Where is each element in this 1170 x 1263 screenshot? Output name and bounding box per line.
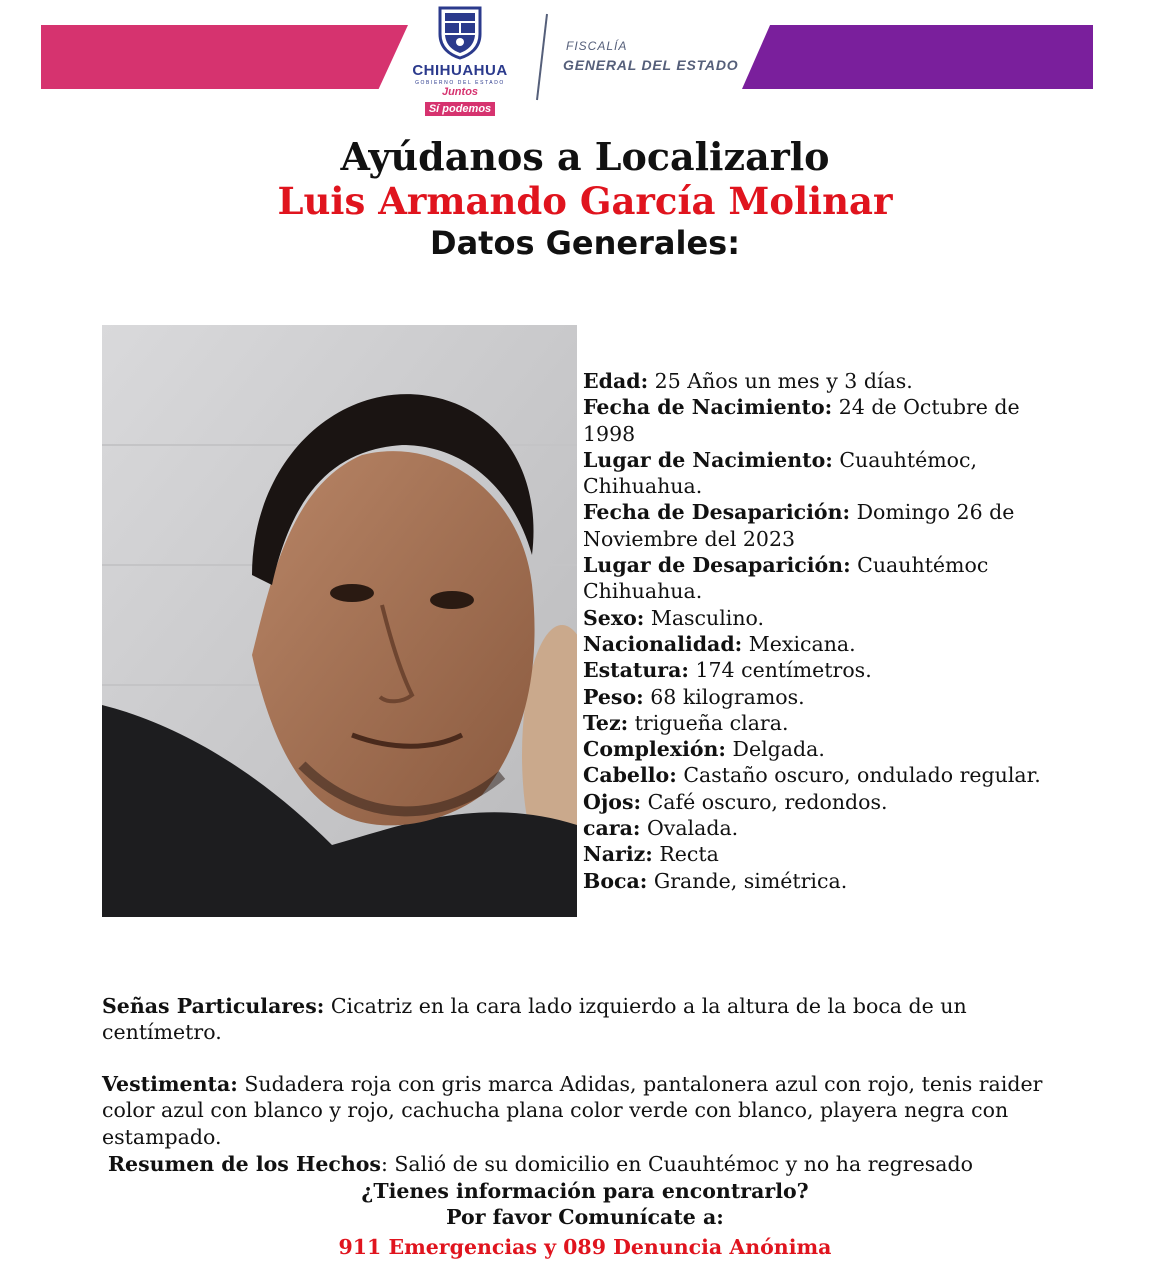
vestimenta-value: Sudadera roja con gris marca Adidas, pantalonera azul con rojo, tenis raider color azul con blanco y rojo, cachucha plana color verde con blanco, playera negra con estampado.	[102, 1072, 1043, 1149]
dato-value: Masculino.	[644, 605, 765, 630]
state-shield-icon	[436, 4, 484, 60]
dato-fecha-nacimiento	[583, 394, 1053, 447]
dato-label: Cabello:	[583, 763, 677, 788]
header-banner-pink	[41, 25, 408, 89]
dato-label: Peso:	[583, 684, 644, 709]
dato-lugar-nacimiento	[583, 447, 1053, 500]
senas-value: Cicatriz en la cara lado izquierdo a la altura de la boca de un centímetro.	[102, 994, 967, 1045]
dato-value: Café oscuro, redondos.	[641, 789, 888, 814]
footer-call: Por favor Comunícate a:	[446, 1205, 724, 1229]
dato-complexion	[583, 736, 1053, 762]
dato-nacionalidad	[583, 631, 1053, 657]
dato-label: Boca:	[583, 868, 648, 893]
dato-sexo	[583, 605, 1053, 631]
dato-value: 25 Años un mes y 3 días.	[648, 369, 913, 393]
logo-slogan	[410, 86, 510, 115]
logo-subtitle: GOBIERNO DEL ESTADO	[415, 80, 505, 86]
dato-label: Estatura:	[583, 658, 689, 683]
dato-cabello	[583, 762, 1053, 788]
dato-fecha-desaparicion	[583, 499, 1053, 552]
dato-value: Recta	[652, 842, 719, 867]
headline: Ayúdanos a Localizarlo	[340, 134, 830, 179]
header-divider	[535, 12, 549, 102]
dato-tez	[583, 710, 1053, 736]
agency-line2: GENERAL DEL ESTADO	[563, 57, 739, 73]
dato-lugar-desaparicion	[583, 552, 1053, 605]
dato-value: 24 de Octubre de 1998	[583, 395, 1020, 446]
chihuahua-logo	[400, 4, 520, 115]
resumen-value: : Salió de su domicilio en Cuauhtémoc y no ha regresado	[380, 1152, 973, 1176]
dato-boca	[583, 868, 1053, 894]
dato-value: 68 kilogramos.	[643, 684, 805, 709]
dato-label: Ojos:	[583, 789, 642, 814]
dato-nariz	[583, 841, 1053, 867]
footer-phones: 911 Emergencias y 089 Denuncia Anónima	[338, 1235, 832, 1259]
footer-question: ¿Tienes información para encontrarlo?	[361, 1179, 809, 1203]
senas-label: Señas Particulares:	[102, 994, 325, 1018]
header-banner-purple	[742, 25, 1093, 89]
person-photo	[102, 325, 577, 917]
dato-value: Domingo 26 de Noviembre del 2023	[583, 500, 1015, 551]
dato-label: cara:	[583, 816, 641, 841]
agency-line1: FISCALÍA	[566, 39, 628, 53]
slogan-part2: Sí podemos	[425, 102, 495, 116]
person-name: Luis Armando García Molinar	[277, 179, 893, 223]
slogan-part1: Juntos	[441, 86, 479, 98]
dato-label: Edad:	[583, 369, 649, 393]
dato-label: Lugar de Desaparición:	[583, 553, 851, 578]
datos-list	[583, 368, 1053, 894]
section-title: Datos Generales:	[430, 224, 740, 262]
vestimenta	[102, 1071, 1062, 1150]
dato-label: Complexión:	[583, 737, 726, 762]
resumen-hechos	[108, 1151, 1068, 1177]
dato-label: Nariz:	[583, 842, 653, 867]
dato-peso	[583, 684, 1053, 710]
vestimenta-label: Vestimenta:	[102, 1072, 238, 1096]
dato-cara	[583, 815, 1053, 841]
dato-value: Cuauhtémoc, Chihuahua.	[583, 447, 978, 499]
dato-edad	[583, 368, 1053, 394]
dato-label: Fecha de Nacimiento:	[583, 395, 833, 420]
dato-value: Delgada.	[726, 737, 825, 762]
dato-label: Sexo:	[583, 605, 645, 630]
senas-particulares	[102, 993, 1062, 1046]
dato-value: Ovalada.	[640, 816, 739, 841]
dato-label: Lugar de Nacimiento:	[583, 447, 833, 472]
dato-ojos	[583, 789, 1053, 815]
dato-value: Mexicana.	[742, 631, 856, 656]
dato-estatura	[583, 657, 1053, 683]
dato-value: 174 centímetros.	[688, 658, 872, 683]
dato-label: Tez:	[583, 710, 629, 735]
resumen-label: Resumen de los Hechos	[108, 1152, 381, 1176]
dato-value: Cuauhtémoc Chihuahua.	[583, 553, 989, 604]
dato-value: Grande, simétrica.	[647, 868, 848, 893]
dato-value: trigueña clara.	[628, 710, 789, 735]
dato-label: Fecha de Desaparición:	[583, 500, 851, 525]
logo-state-name: CHIHUAHUA	[412, 62, 508, 79]
dato-label: Nacionalidad:	[583, 631, 743, 656]
dato-value: Castaño oscuro, ondulado regular.	[676, 763, 1041, 788]
